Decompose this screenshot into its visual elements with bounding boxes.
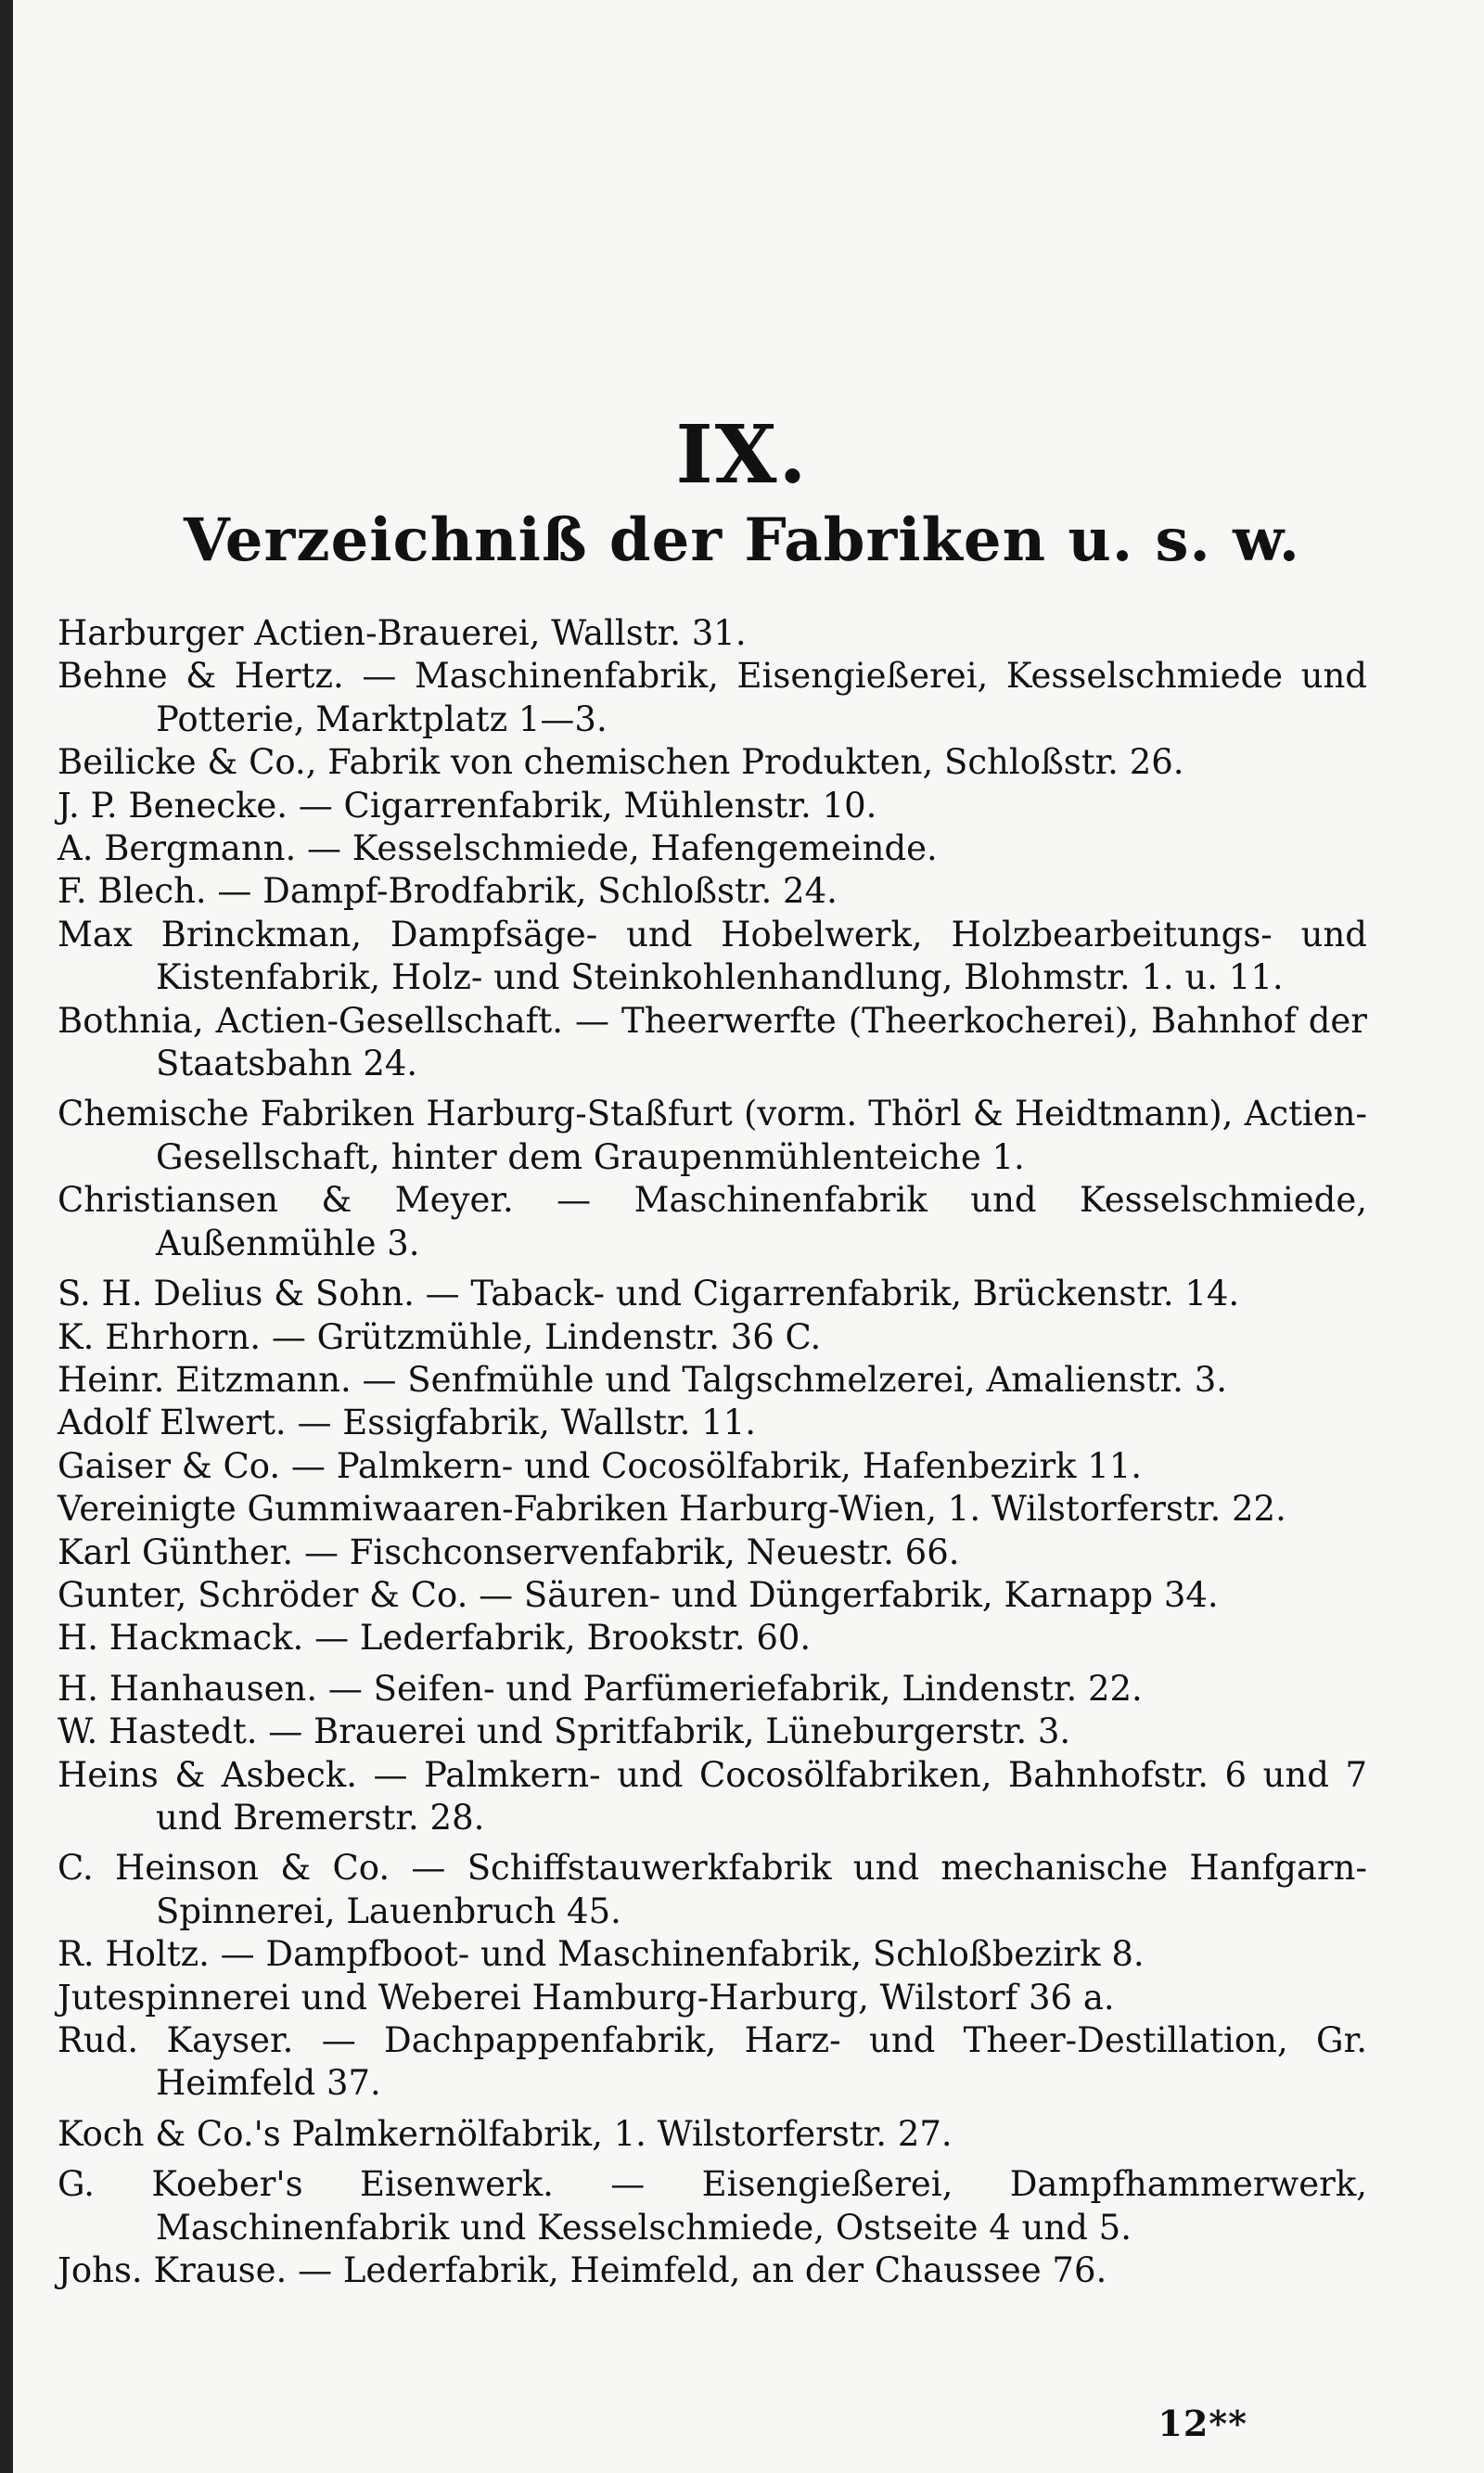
page-title: Verzeichniß der Fabriken u. s. w. <box>184 506 1300 575</box>
list-item: Beilicke & Co., Fabrik von chemischen Produkten, Schloßstr. 26. <box>58 742 1184 783</box>
list-item: Jutespinnerei und Weberei Hamburg-Harburg, Wilstorf 36 a. <box>58 1977 1115 2018</box>
list-item: Heins & Asbeck. — Palmkern- und Cocosölfabriken, Bahnhofstr. 6 und 7 und Bremerstr. 28. <box>58 1754 1367 1838</box>
list-item: F. Blech. — Dampf-Brodfabrik, Schloßstr. 24. <box>58 871 838 912</box>
list-item: J. P. Benecke. — Cigarrenfabrik, Mühlenstr. 10. <box>58 785 877 826</box>
list-item: Gaiser & Co. — Palmkern- und Cocosölfabrik, Hafenbezirk 11. <box>58 1445 1143 1486</box>
list-item: Max Brinckman, Dampfsäge- und Hobelwerk, Holzbearbeitungs- und Kistenfabrik, Holz- und Steinkohlenhandlung, Blohmstr. 1. u. 11. <box>58 914 1367 998</box>
list-item: Koch & Co.'s Palmkernölfabrik, 1. Wilstorferstr. 27. <box>58 2113 953 2154</box>
list-item: Christiansen & Meyer. — Maschinenfabrik und Kesselschmiede, Außenmühle 3. <box>58 1180 1367 1263</box>
list-item: H. Hanhausen. — Seifen- und Parfümeriefabrik, Lindenstr. 22. <box>58 1668 1143 1709</box>
factory-list <box>58 612 1367 2292</box>
page-edge-shadow <box>0 0 13 2473</box>
list-item: Karl Günther. — Fischconservenfabrik, Neuestr. 66. <box>58 1531 960 1572</box>
list-item: Vereinigte Gummiwaaren-Fabriken Harburg-Wien, 1. Wilstorferstr. 22. <box>58 1489 1286 1530</box>
list-item: Adolf Elwert. — Essigfabrik, Wallstr. 11. <box>58 1403 757 1443</box>
chapter-number: IX. <box>675 408 809 502</box>
list-item: Heinr. Eitzmann. — Senfmühle und Talgschmelzerei, Amalienstr. 3. <box>58 1359 1227 1400</box>
list-item: Behne & Hertz. — Maschinenfabrik, Eisengießerei, Kesselschmiede und Potterie, Marktplatz 1—3. <box>58 656 1367 739</box>
list-item: C. Heinson & Co. — Schiffstauwerkfabrik und mechanische Hanfgarn-Spinnerei, Lauenbruch 45. <box>58 1848 1367 1931</box>
list-item: G. Koeber's Eisenwerk. — Eisengießerei, Dampfhammerwerk, Maschinenfabrik und Kesselschmiede, Ostseite 4 und 5. <box>58 2164 1367 2248</box>
list-item: H. Hackmack. — Lederfabrik, Brookstr. 60. <box>58 1618 812 1659</box>
list-item: K. Ehrhorn. — Grützmühle, Lindenstr. 36 C. <box>58 1316 822 1357</box>
list-item: A. Bergmann. — Kesselschmiede, Hafengemeinde. <box>58 828 938 869</box>
list-item: Chemische Fabriken Harburg-Staßfurt (vorm. Thörl & Heidtmann), Actien-Gesellschaft, hinter dem Graupenmühlenteiche 1. <box>58 1094 1367 1177</box>
list-item: Rud. Kayser. — Dachpappenfabrik, Harz- und Theer-Destillation, Gr. Heimfeld 37. <box>58 2020 1367 2104</box>
list-item: W. Hastedt. — Brauerei und Spritfabrik, Lüneburgerstr. 3. <box>58 1711 1071 1752</box>
list-item: Bothnia, Actien-Gesellschaft. — Theerwerfte (Theerkocherei), Bahnhof der Staatsbahn 24. <box>58 1000 1367 1084</box>
list-item: Johs. Krause. — Lederfabrik, Heimfeld, an der Chaussee 76. <box>58 2250 1107 2291</box>
list-item: S. H. Delius & Sohn. — Taback- und Cigarrenfabrik, Brückenstr. 14. <box>58 1274 1240 1314</box>
signature-mark: 12** <box>1158 2403 1247 2444</box>
list-item: Gunter, Schröder & Co. — Säuren- und Düngerfabrik, Karnapp 34. <box>58 1574 1219 1615</box>
list-item: Harburger Actien-Brauerei, Wallstr. 31. <box>58 613 747 653</box>
list-item: R. Holtz. — Dampfboot- und Maschinenfabrik, Schloßbezirk 8. <box>58 1934 1145 1975</box>
